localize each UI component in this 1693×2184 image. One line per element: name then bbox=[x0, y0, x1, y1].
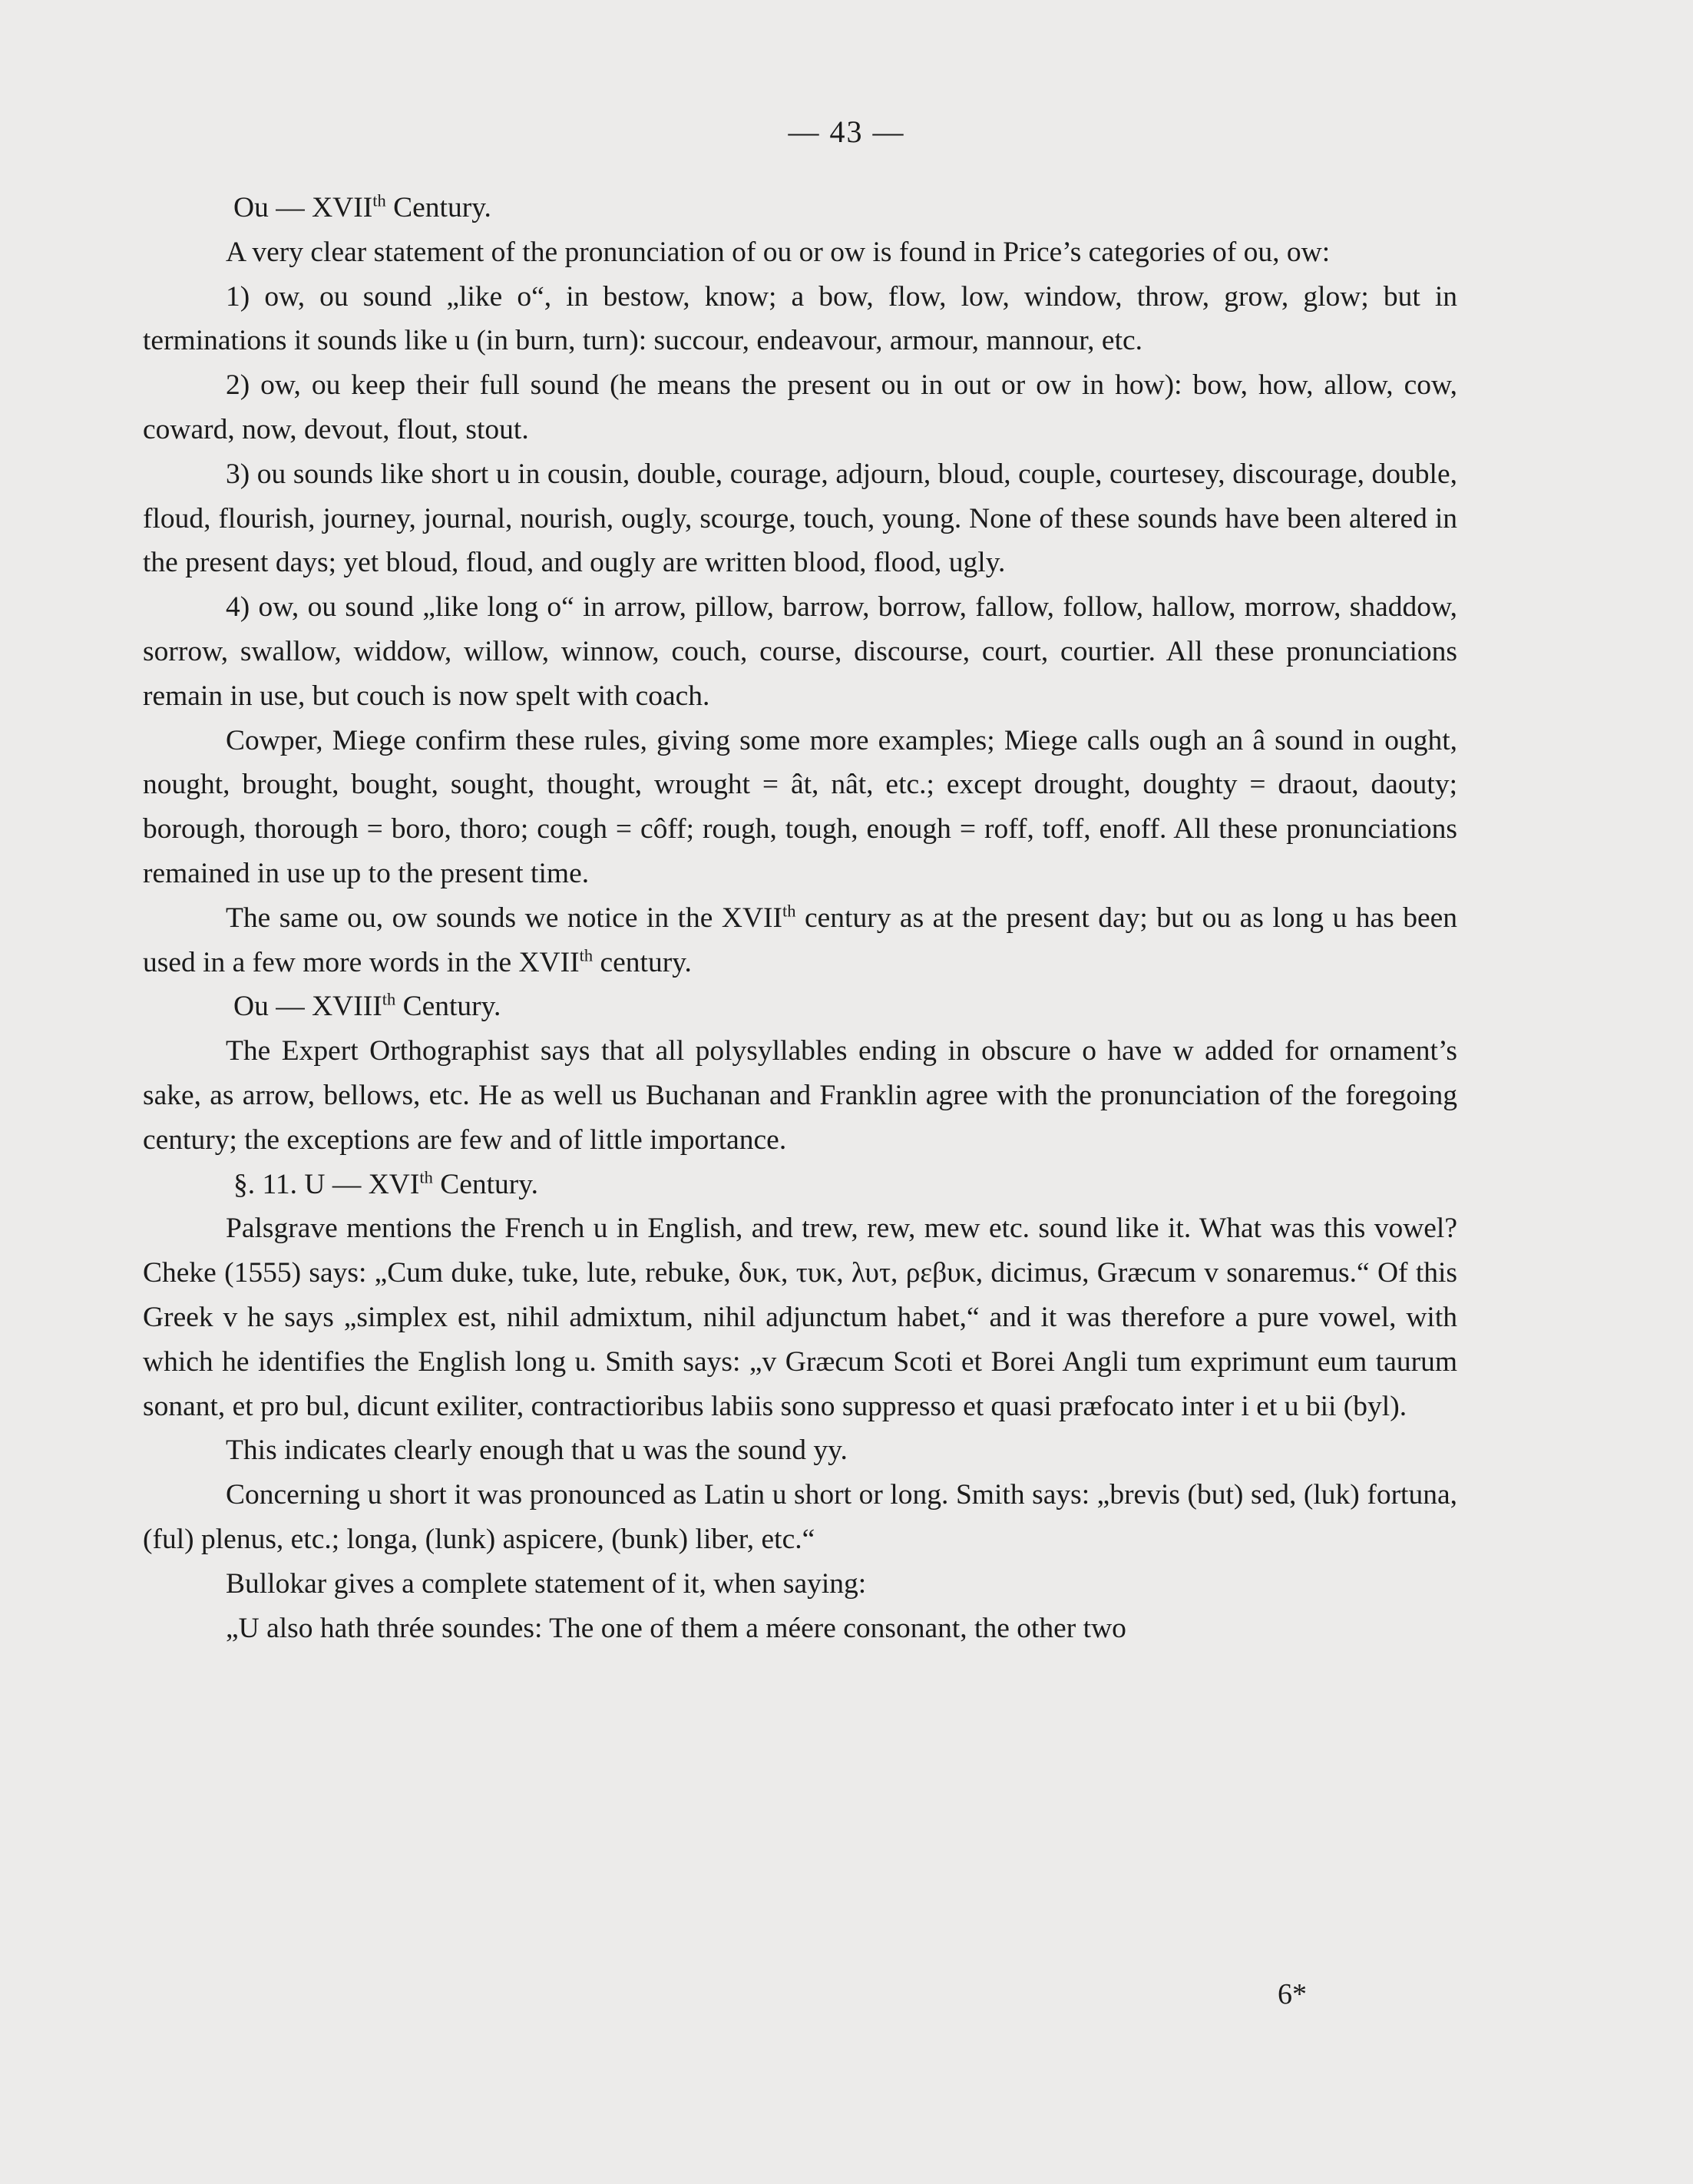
superscript: th bbox=[419, 1167, 433, 1187]
paragraph bbox=[143, 719, 1457, 896]
signature-mark: 6* bbox=[1278, 1978, 1307, 2010]
text-run: 4) ow, ou sound „like long o“ in arrow, pillow, barrow, borrow, fallow, follow, hallow, morrow, shaddow, sorrow, swallow, widdow, willow, winnow, couch, course, discourse, court, courtier. All these pronunciations remain in use, but couch is now spelt with coach. bbox=[143, 591, 1457, 712]
text-run: 2) ow, ou keep their full sound (he means the present ou in out or ow in how): bow, how, allow, cow, coward, now, devout, flout, stout. bbox=[143, 369, 1457, 445]
body-text bbox=[143, 186, 1457, 1650]
text-run: §. 11. U — XVI bbox=[233, 1168, 420, 1200]
text-run: „U also hath thrée soundes: The one of them a méere consonant, the other two bbox=[226, 1612, 1126, 1644]
paragraph bbox=[143, 1029, 1457, 1162]
section-heading bbox=[143, 186, 1457, 230]
text-run: Century. bbox=[395, 991, 501, 1023]
paragraph bbox=[143, 1562, 1457, 1607]
paragraph bbox=[143, 452, 1457, 585]
text-run: 1) ow, ou sound „like o“, in bestow, know; a bow, flow, low, window, throw, grow, glow; but in terminations it sounds like u (in burn, turn): succour, endeavour, armour, mannour, etc. bbox=[143, 280, 1457, 357]
text-run: Ou — XVII bbox=[233, 192, 373, 223]
paragraph bbox=[143, 1607, 1457, 1651]
superscript: th bbox=[782, 901, 796, 921]
text-run: The Expert Orthographist says that all polysyllables ending in obscure o have w added for ornament’s sake, as arrow, bellows, etc. He as well us Buchanan and Franklin agree with the pronunciation of the foregoing century; the exceptions are few and of little importance. bbox=[143, 1035, 1457, 1156]
text-run: Ou — XVIII bbox=[233, 991, 382, 1023]
text-run: century as at the present day; but ou as long u has been used in a few more words in the XVII bbox=[143, 902, 1457, 978]
paragraph bbox=[143, 1428, 1457, 1473]
text-run: Century. bbox=[385, 192, 491, 223]
text-run: This indicates clearly enough that u was the sound yy. bbox=[226, 1434, 848, 1467]
text-run: Century. bbox=[432, 1168, 538, 1200]
paragraph bbox=[143, 275, 1457, 364]
text-run: Cowper, Miege confirm these rules, giving some more examples; Miege calls ough an â sound in ought, nought, brought, bought, sought, thought, wrought = ât, nât, etc.; except drought, doughty = draout, daouty; borough, thorough = boro, thoro; cough = côff; rough, tough, enough = roff, toff, enoff. All these pronunciations remained in use up to the present time. bbox=[143, 724, 1457, 889]
paragraph bbox=[143, 1206, 1457, 1428]
text-run: Bullokar gives a complete statement of it, when saying: bbox=[226, 1567, 867, 1600]
superscript: th bbox=[579, 945, 594, 965]
text-run: A very clear statement of the pronunciation of ou or ow is found in Price’s categories of ou, ow: bbox=[226, 236, 1331, 268]
section-heading bbox=[143, 984, 1457, 1029]
paragraph bbox=[143, 896, 1457, 985]
paragraph bbox=[143, 230, 1457, 275]
text-run: century. bbox=[593, 946, 692, 978]
paragraph bbox=[143, 585, 1457, 718]
text-run: 3) ou sounds like short u in cousin, double, courage, adjourn, bloud, couple, courtesey, discourage, double, floud, flourish, journey, journal, nourish, ougly, scourge, touch, young. None of these sounds have been altered in the present days; yet bloud, floud, and ougly are written blood, flood, ugly. bbox=[143, 458, 1457, 579]
section-heading bbox=[143, 1163, 1457, 1207]
paragraph bbox=[143, 1473, 1457, 1562]
text-run: Palsgrave mentions the French u in English, and trew, rew, mew etc. sound like it. What was this vowel? Cheke (1555) says: „Cum duke, tuke, lute, rebuke, δυκ, τυκ, λυτ, ρεβυκ, dicimus, Græcum v sonaremus.“ Of this Greek v he says „simplex est, nihil admixtum, nihil adjunctum habet,“ and it was therefore a pure vowel, with which he identifies the English long u. Smith says: „v Græcum Scoti et Borei Angli tum exprimunt eum taurum sonant, et pro bul, dicunt exiliter, contractioribus labiis sono suppresso et quasi præfocato inter i et u bii (byl). bbox=[143, 1213, 1457, 1422]
superscript: th bbox=[372, 190, 386, 210]
superscript: th bbox=[382, 989, 396, 1009]
page-number: — 43 — bbox=[788, 114, 905, 149]
text-run: The same ou, ow sounds we notice in the XVII bbox=[226, 902, 783, 934]
paragraph bbox=[143, 363, 1457, 452]
text-run: Concerning u short it was pronounced as Latin u short or long. Smith says: „brevis (but) sed, (luk) fortuna, (ful) plenus, etc.; longa, (lunk) aspicere, (bunk) liber, etc.“ bbox=[143, 1479, 1457, 1555]
